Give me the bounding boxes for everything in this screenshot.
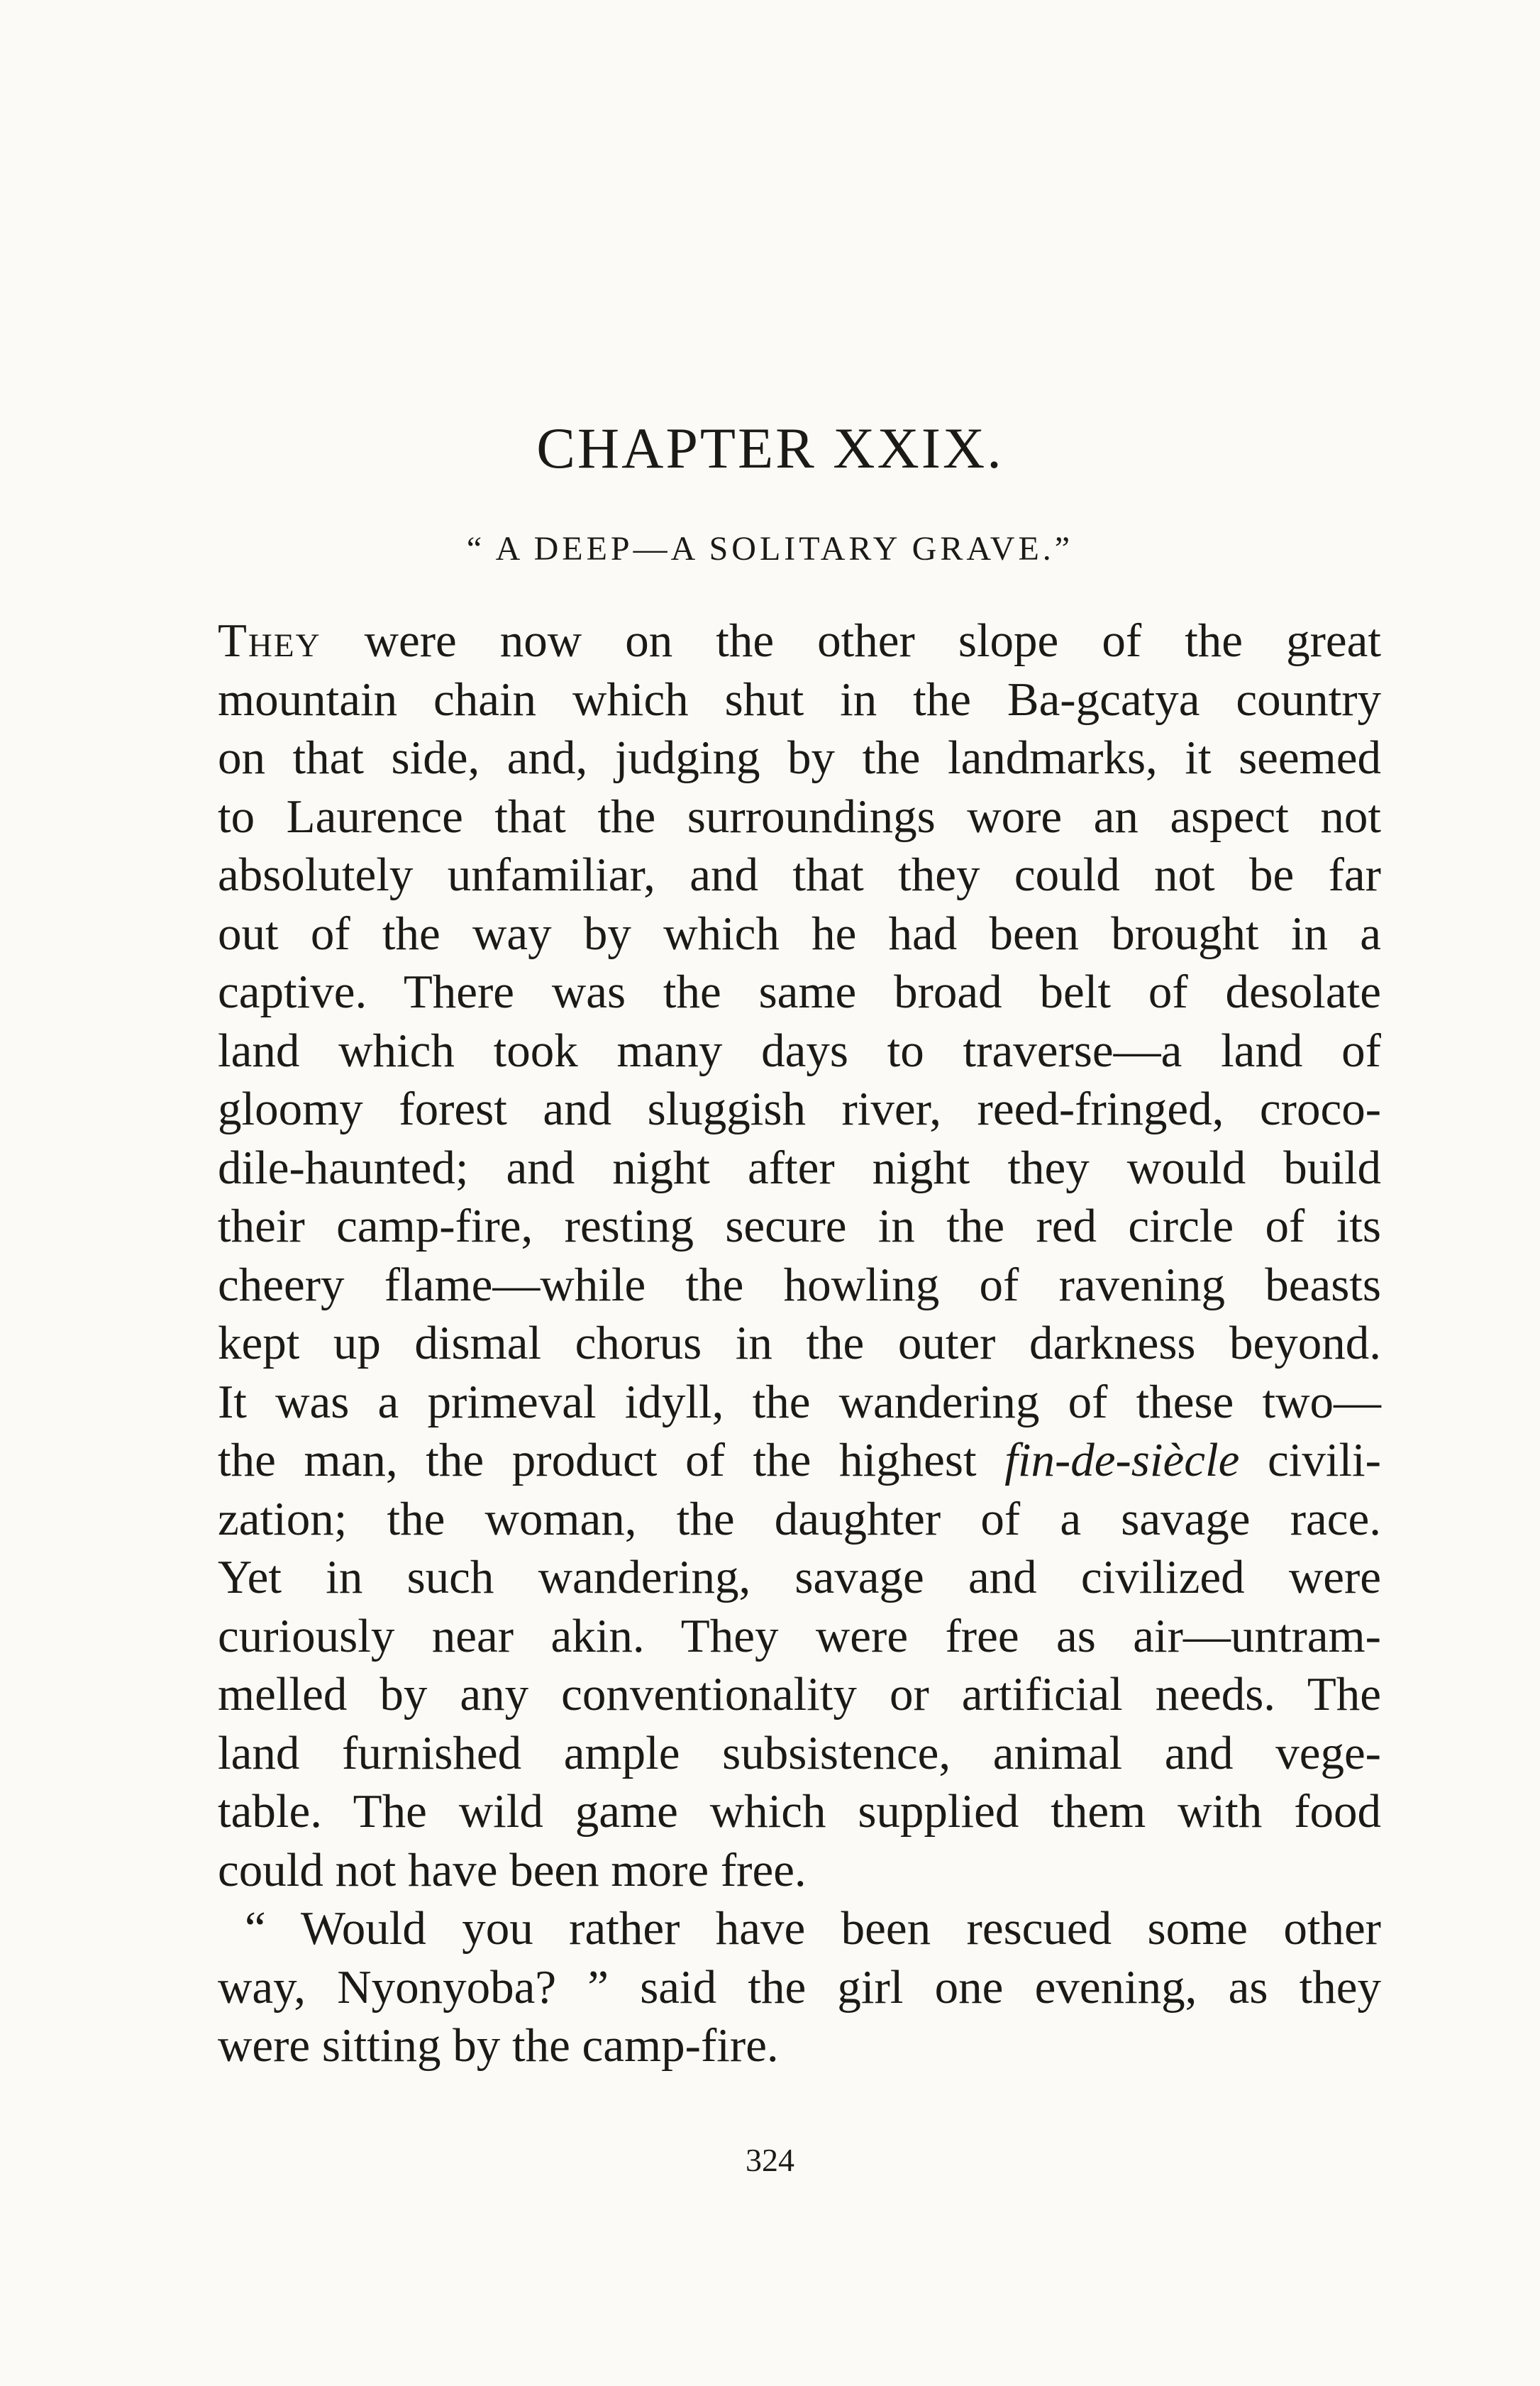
chapter-subtitle: “ A DEEP—A SOLITARY GRAVE.” bbox=[466, 530, 1074, 568]
italic-phrase: fin-de-siècle bbox=[1004, 1434, 1240, 1486]
chapter-title: CHAPTER XXIX. bbox=[536, 416, 1004, 480]
text-line: cheery flame—while the howling of ravening beasts bbox=[218, 1258, 1381, 1311]
text-line: out of the way by which he had been brought in a bbox=[218, 907, 1381, 960]
text-line: the man, the product of the highest fin-de-siècle civili- bbox=[218, 1434, 1381, 1486]
text-line: absolutely unfamiliar, and that they could not be far bbox=[218, 849, 1381, 901]
text-line: gloomy forest and sluggish river, reed-fringed, croco- bbox=[218, 1083, 1381, 1135]
text-line: dile-haunted; and night after night they would build bbox=[218, 1141, 1381, 1194]
text-line: “ Would you rather have been rescued some other bbox=[245, 1902, 1381, 1955]
page-number: 324 bbox=[746, 2142, 794, 2178]
text-line: on that side, and, judging by the landmarks, it seemed bbox=[218, 731, 1381, 784]
text-line: kept up dismal chorus in the outer darkness beyond. bbox=[218, 1317, 1381, 1369]
text-line: land furnished ample subsistence, animal and vege- bbox=[218, 1726, 1381, 1779]
text-line: captive. There was the same broad belt of desolate bbox=[218, 966, 1381, 1018]
text-line: zation; the woman, the daughter of a savage race. bbox=[218, 1492, 1381, 1545]
text-line: It was a primeval idyll, the wandering of these two— bbox=[218, 1375, 1381, 1428]
text-line: melled by any conventionality or artificial needs. The bbox=[218, 1668, 1381, 1721]
text-line: could not have been more free. bbox=[218, 1843, 807, 1896]
text-line: to Laurence that the surroundings wore an aspect not bbox=[218, 790, 1381, 843]
text-line: They were now on the other slope of the great bbox=[218, 614, 1381, 667]
paragraph-lead-word: They bbox=[218, 614, 321, 667]
text-line: table. The wild game which supplied them with food bbox=[218, 1785, 1381, 1838]
text-line: mountain chain which shut in the Ba-gcatya country bbox=[218, 673, 1381, 726]
text-line: curiously near akin. They were free as air—untram- bbox=[218, 1609, 1381, 1662]
text-line: their camp-fire, resting secure in the red circle of its bbox=[218, 1200, 1381, 1252]
text-line: way, Nyonyoba? ” said the girl one evening, as they bbox=[218, 1960, 1381, 2014]
text-line: Yet in such wandering, savage and civilized were bbox=[218, 1551, 1381, 1603]
body-text bbox=[218, 612, 1381, 2075]
text-line: were sitting by the camp-fire. bbox=[218, 2019, 779, 2072]
text-line: land which took many days to traverse—a land of bbox=[218, 1024, 1381, 1077]
